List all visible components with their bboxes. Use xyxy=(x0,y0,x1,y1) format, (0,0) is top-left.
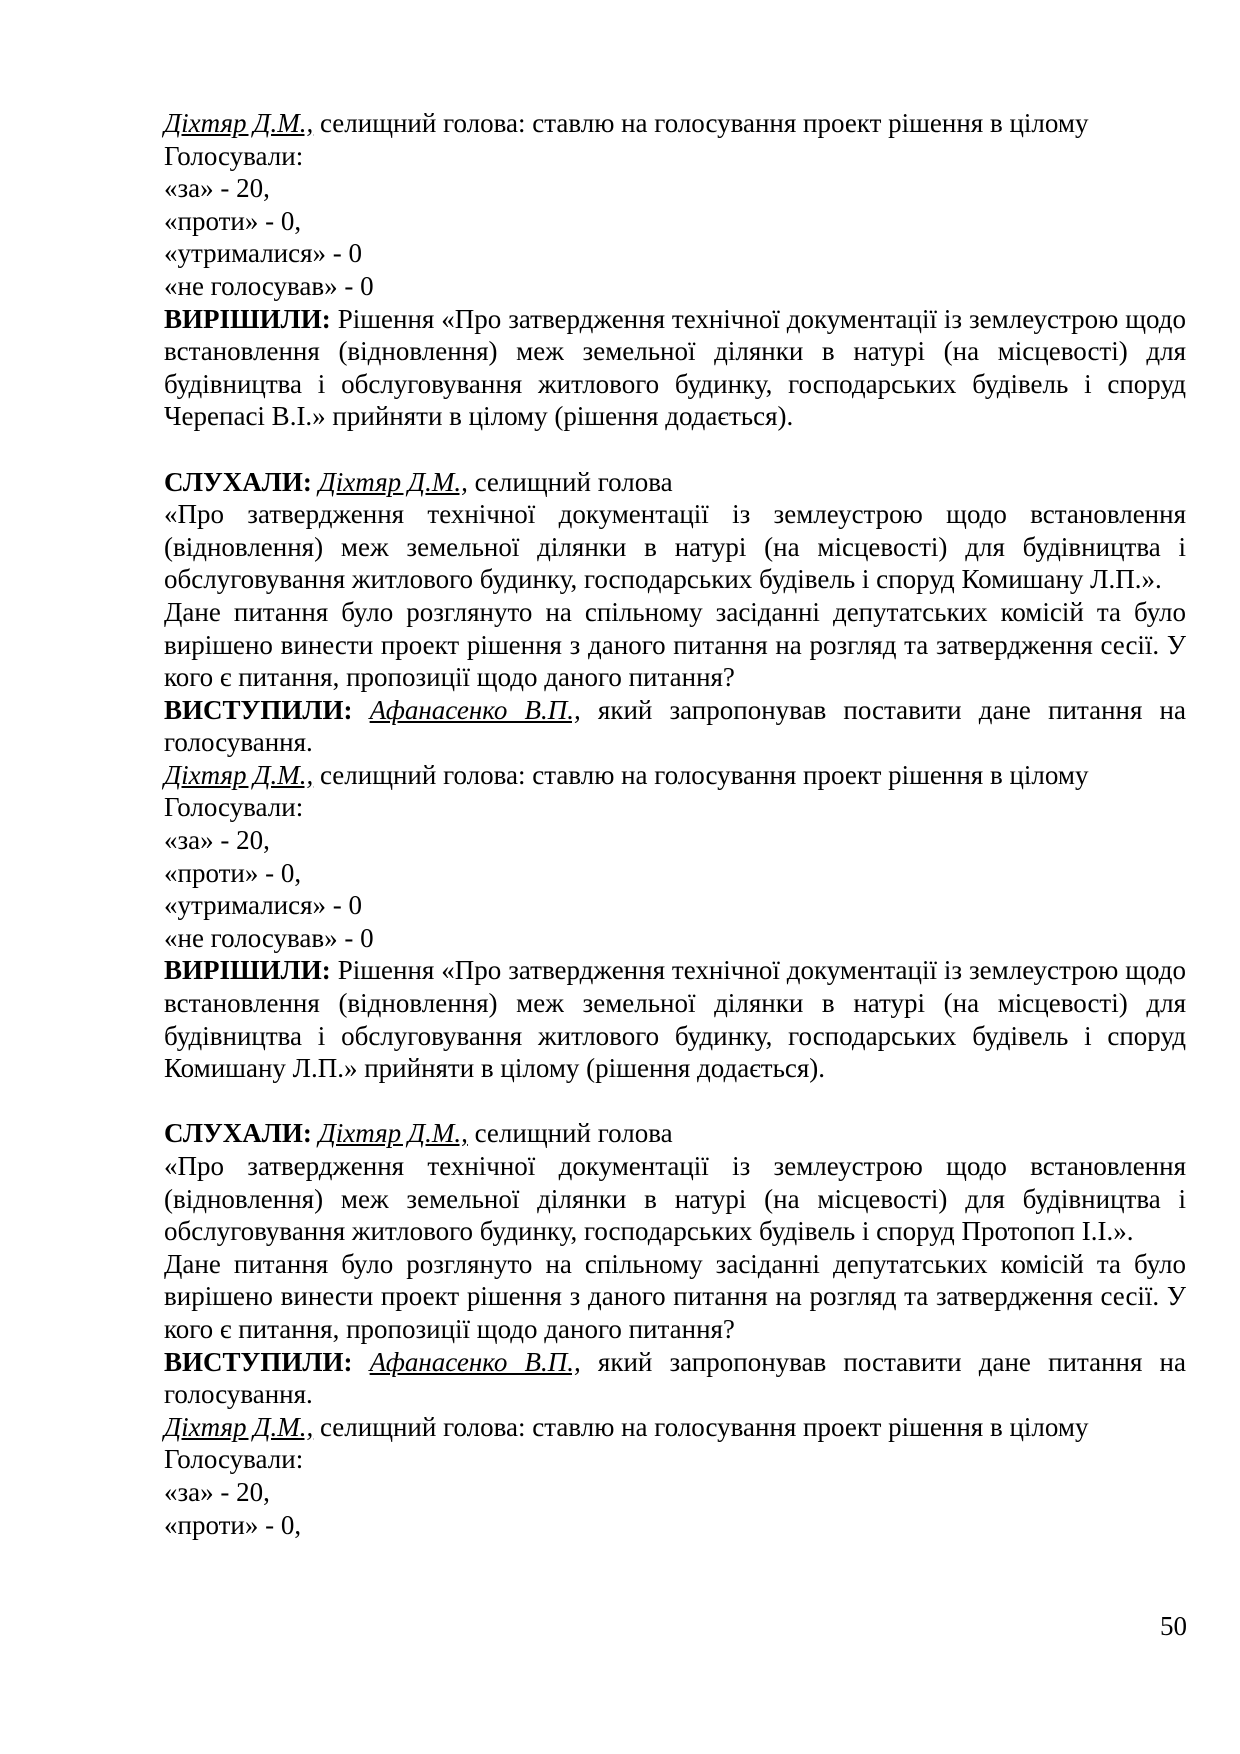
announce-line xyxy=(164,759,1186,792)
announce-line xyxy=(164,107,1186,140)
announce-text: селищний голова: ставлю на голосування проект рішення в цілому xyxy=(313,1411,1089,1442)
vote-against: «проти» - 0, xyxy=(164,857,302,888)
vote-not-voted: «не голосував» - 0 xyxy=(164,270,374,301)
decision-paragraph xyxy=(164,303,1186,433)
voted-label: Голосували: xyxy=(164,140,304,171)
vote-abstained: «утрималися» - 0 xyxy=(164,890,363,921)
decided-text: Рішення «Про затвердження технічної документації із землеустрою щодо встановлення (відновлення) меж земельної ділянки в натурі (на місцевості) для будівництва і обслуговування житлового будинку, господарських будівель і споруд Черепасі В.І.» прийняти в цілому (рішення додається). xyxy=(164,303,1186,432)
heard-text: селищний голова xyxy=(467,466,673,497)
spoke-label: ВИСТУПИЛИ: xyxy=(164,694,353,725)
speaker-name: Діхтяр Д.М., xyxy=(318,466,468,497)
heard-label: СЛУХАЛИ: xyxy=(164,466,312,497)
discussion-paragraph: Дане питання було розглянуто на спільному засіданні депутатських комісій та було вирішено винести проект рішення з даного питання на розгляд та затвердження сесії. У кого є питання, пропозиції щодо даного питання? xyxy=(164,596,1186,693)
announce-text: селищний голова: ставлю на голосування проект рішення в цілому xyxy=(313,108,1089,138)
decided-label: ВИРІШИЛИ: xyxy=(164,303,331,334)
speaker-name: Афанасенко В.П., xyxy=(369,694,581,725)
topic-paragraph: «Про затвердження технічної документації із землеустрою щодо встановлення (відновлення) меж земельної ділянки в натурі (на місцевості) для будівництва і обслуговування житлового будинку, господарських будівель і споруд Комишану Л.П.». xyxy=(164,499,1186,595)
heard-label: СЛУХАЛИ: xyxy=(164,1118,312,1149)
vote-for: «за» - 20, xyxy=(164,1476,270,1507)
spoke-text: який запропонував поставити дане питання на голосування. xyxy=(164,1346,1186,1410)
spoke-paragraph xyxy=(164,694,1186,759)
document-body xyxy=(164,107,1186,1541)
spoke-text: який запропонував поставити дане питання на голосування. xyxy=(164,694,1186,758)
speaker-name: Діхтяр Д.М., xyxy=(164,1411,314,1442)
heard-text: селищний голова xyxy=(467,1118,673,1149)
speaker-name: Діхтяр Д.М., xyxy=(318,1118,468,1149)
vote-for: «за» - 20, xyxy=(164,825,270,856)
discussion-paragraph: Дане питання було розглянуто на спільному засіданні депутатських комісій та було вирішено винести проект рішення з даного питання на розгляд та затвердження сесії. У кого є питання, пропозиції щодо даного питання? xyxy=(164,1248,1186,1344)
spoke-label: ВИСТУПИЛИ: xyxy=(164,1346,353,1377)
voted-label: Голосували: xyxy=(164,792,304,823)
announce-text: селищний голова: ставлю на голосування проект рішення в цілому xyxy=(313,759,1089,790)
vote-for: «за» - 20, xyxy=(164,173,270,204)
speaker-name: Афанасенко В.П., xyxy=(369,1346,581,1377)
decided-label: ВИРІШИЛИ: xyxy=(164,955,331,986)
announce-line xyxy=(164,1411,1186,1444)
decided-text: Рішення «Про затвердження технічної документації із землеустрою щодо встановлення (відновлення) меж земельної ділянки в натурі (на місцевості) для будівництва і обслуговування житлового будинку, господарських будівель і споруд Комишану Л.П.» прийняти в цілому (рішення додається). xyxy=(164,955,1186,1084)
section-gap xyxy=(164,1085,1186,1118)
decision-paragraph xyxy=(164,954,1186,1084)
topic-paragraph: «Про затвердження технічної документації із землеустрою щодо встановлення (відновлення) меж земельної ділянки в натурі (на місцевості) для будівництва і обслуговування житлового будинку, господарських будівель і споруд Протопоп І.І.». xyxy=(164,1151,1186,1247)
vote-abstained: «утрималися» - 0 xyxy=(164,238,363,269)
spoke-paragraph xyxy=(164,1346,1186,1411)
vote-against: «проти» - 0, xyxy=(164,205,302,236)
vote-not-voted: «не голосував» - 0 xyxy=(164,922,374,953)
voted-label: Голосували: xyxy=(164,1444,304,1475)
vote-against: «проти» - 0, xyxy=(164,1509,302,1540)
heard-line xyxy=(164,466,1186,499)
section-gap xyxy=(164,433,1186,466)
speaker-name: Діхтяр Д.М., xyxy=(164,759,314,790)
page-number: 50 xyxy=(1160,1611,1187,1641)
speaker-name: Діхтяр Д.М., xyxy=(164,108,314,138)
heard-line xyxy=(164,1117,1186,1150)
